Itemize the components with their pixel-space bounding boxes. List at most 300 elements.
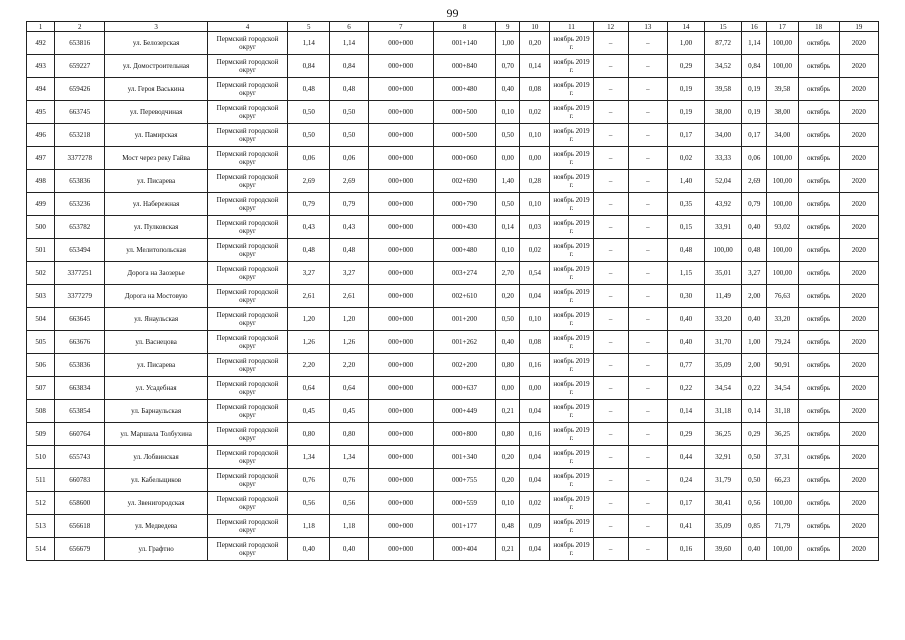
cell-value-9: 0,40 [496,78,520,101]
cell-end-km: 001+340 [433,446,495,469]
cell-road-name: ул. Медведева [105,515,207,538]
cell-value-13: – [628,55,667,78]
cell-value-13: – [628,492,667,515]
cell-value-17: 34,54 [767,377,798,400]
cell-month: октябрь [798,285,839,308]
cell-value-16: 0,14 [742,400,767,423]
cell-value-16: 1,00 [742,331,767,354]
cell-month: октябрь [798,147,839,170]
cell-month: октябрь [798,170,839,193]
cell-road-id: 656618 [55,515,105,538]
cell-value-12: – [593,78,628,101]
cell-value-14: 0,77 [667,354,704,377]
cell-length-total: 0,48 [288,78,330,101]
cell-row-number: 506 [27,354,55,377]
cell-value-14: 0,29 [667,55,704,78]
cell-road-name: ул. Памирская [105,124,207,147]
cell-row-number: 492 [27,32,55,55]
cell-value-12: – [593,262,628,285]
table-row [27,354,879,377]
cell-inspection-date: ноябрь 2019 г. [550,147,593,170]
cell-inspection-date: ноябрь 2019 г. [550,78,593,101]
cell-road-name: ул. Графтио [105,538,207,561]
cell-end-km: 000+480 [433,239,495,262]
cell-start-km: 000+000 [368,239,433,262]
cell-value-9: 0,00 [496,377,520,400]
cell-value-12: – [593,515,628,538]
cell-value-12: – [593,308,628,331]
cell-value-13: – [628,262,667,285]
cell-end-km: 000+800 [433,423,495,446]
cell-road-name: ул. Васнецова [105,331,207,354]
cell-length-total: 0,84 [288,55,330,78]
cell-start-km: 000+000 [368,193,433,216]
cell-value-15: 52,04 [705,170,742,193]
cell-value-14: 0,44 [667,446,704,469]
cell-value-17: 71,79 [767,515,798,538]
cell-value-15: 39,58 [705,78,742,101]
cell-row-number: 502 [27,262,55,285]
cell-month: октябрь [798,32,839,55]
cell-value-17: 37,31 [767,446,798,469]
cell-value-10: 0,02 [520,492,550,515]
cell-month: октябрь [798,124,839,147]
cell-value-13: – [628,354,667,377]
cell-start-km: 000+000 [368,446,433,469]
cell-value-15: 31,79 [705,469,742,492]
cell-start-km: 000+000 [368,262,433,285]
column-number-6: 6 [330,22,368,32]
cell-row-number: 505 [27,331,55,354]
cell-road-name: ул. Барнаульская [105,400,207,423]
cell-municipality: Пермский городской округ [207,124,287,147]
cell-length-total: 1,18 [288,515,330,538]
cell-month: октябрь [798,101,839,124]
column-number-5: 5 [288,22,330,32]
cell-value-16: 0,50 [742,469,767,492]
cell-length-total: 0,50 [288,101,330,124]
cell-road-name: ул. Переводчиная [105,101,207,124]
cell-value-10: 0,09 [520,515,550,538]
table-row [27,193,879,216]
table-row [27,308,879,331]
cell-value-16: 2,69 [742,170,767,193]
column-number-12: 12 [593,22,628,32]
cell-municipality: Пермский городской округ [207,469,287,492]
cell-value-10: 0,04 [520,400,550,423]
cell-value-15: 39,60 [705,538,742,561]
cell-value-9: 0,21 [496,400,520,423]
cell-value-9: 1,40 [496,170,520,193]
cell-value-10: 0,04 [520,538,550,561]
cell-value-10: 0,02 [520,239,550,262]
cell-start-km: 000+000 [368,492,433,515]
cell-value-13: – [628,308,667,331]
cell-length-2: 0,06 [330,147,368,170]
cell-value-17: 100,00 [767,239,798,262]
cell-municipality: Пермский городской округ [207,216,287,239]
cell-row-number: 512 [27,492,55,515]
cell-value-10: 0,20 [520,32,550,55]
cell-start-km: 000+000 [368,400,433,423]
cell-inspection-date: ноябрь 2019 г. [550,216,593,239]
cell-inspection-date: ноябрь 2019 г. [550,32,593,55]
cell-value-17: 100,00 [767,147,798,170]
cell-value-9: 0,50 [496,193,520,216]
cell-row-number: 498 [27,170,55,193]
cell-year: 2020 [839,55,878,78]
cell-month: октябрь [798,239,839,262]
cell-value-12: – [593,538,628,561]
cell-value-13: – [628,32,667,55]
cell-value-14: 0,41 [667,515,704,538]
cell-length-2: 0,45 [330,400,368,423]
cell-road-id: 3377278 [55,147,105,170]
column-number-4: 4 [207,22,287,32]
cell-value-14: 0,24 [667,469,704,492]
cell-value-17: 79,24 [767,331,798,354]
cell-row-number: 496 [27,124,55,147]
cell-year: 2020 [839,538,878,561]
cell-start-km: 000+000 [368,285,433,308]
cell-end-km: 000+500 [433,101,495,124]
cell-value-10: 0,02 [520,101,550,124]
cell-year: 2020 [839,101,878,124]
cell-length-2: 0,80 [330,423,368,446]
road-register-table [26,21,879,561]
table-row [27,538,879,561]
cell-road-name: ул. Усадебная [105,377,207,400]
cell-value-13: – [628,101,667,124]
cell-value-12: – [593,216,628,239]
cell-value-9: 0,50 [496,124,520,147]
cell-value-12: – [593,354,628,377]
cell-value-14: 0,17 [667,124,704,147]
cell-value-16: 2,00 [742,354,767,377]
cell-row-number: 509 [27,423,55,446]
cell-value-10: 0,16 [520,423,550,446]
cell-municipality: Пермский городской округ [207,308,287,331]
cell-row-number: 501 [27,239,55,262]
cell-length-2: 0,56 [330,492,368,515]
cell-inspection-date: ноябрь 2019 г. [550,446,593,469]
cell-end-km: 001+177 [433,515,495,538]
cell-length-2: 1,14 [330,32,368,55]
cell-end-km: 001+262 [433,331,495,354]
cell-value-10: 0,08 [520,78,550,101]
cell-length-total: 0,50 [288,124,330,147]
cell-length-total: 0,56 [288,492,330,515]
cell-value-13: – [628,124,667,147]
cell-value-17: 100,00 [767,32,798,55]
cell-month: октябрь [798,423,839,446]
cell-year: 2020 [839,308,878,331]
cell-municipality: Пермский городской округ [207,193,287,216]
cell-year: 2020 [839,32,878,55]
cell-value-14: 1,15 [667,262,704,285]
cell-road-id: 653836 [55,354,105,377]
cell-value-15: 32,91 [705,446,742,469]
cell-value-14: 0,29 [667,423,704,446]
cell-road-id: 653782 [55,216,105,239]
cell-value-17: 38,00 [767,101,798,124]
cell-length-2: 0,50 [330,101,368,124]
cell-row-number: 493 [27,55,55,78]
cell-value-13: – [628,515,667,538]
cell-value-14: 0,19 [667,78,704,101]
cell-road-id: 653836 [55,170,105,193]
cell-month: октябрь [798,469,839,492]
cell-road-name: Мост через реку Гайва [105,147,207,170]
cell-length-2: 2,61 [330,285,368,308]
cell-end-km: 000+449 [433,400,495,423]
cell-value-16: 0,19 [742,101,767,124]
cell-inspection-date: ноябрь 2019 г. [550,354,593,377]
column-number-18: 18 [798,22,839,32]
cell-inspection-date: ноябрь 2019 г. [550,400,593,423]
column-number-19: 19 [839,22,878,32]
cell-value-10: 0,04 [520,446,550,469]
cell-inspection-date: ноябрь 2019 г. [550,492,593,515]
cell-year: 2020 [839,216,878,239]
cell-road-id: 3377279 [55,285,105,308]
cell-start-km: 000+000 [368,147,433,170]
cell-start-km: 000+000 [368,469,433,492]
cell-value-16: 1,14 [742,32,767,55]
cell-row-number: 499 [27,193,55,216]
cell-month: октябрь [798,55,839,78]
column-number-14: 14 [667,22,704,32]
cell-year: 2020 [839,515,878,538]
cell-municipality: Пермский городской округ [207,400,287,423]
cell-row-number: 507 [27,377,55,400]
cell-value-10: 0,04 [520,469,550,492]
column-number-13: 13 [628,22,667,32]
table-row [27,216,879,239]
cell-value-13: – [628,147,667,170]
cell-year: 2020 [839,78,878,101]
cell-road-id: 663834 [55,377,105,400]
cell-municipality: Пермский городской округ [207,78,287,101]
cell-road-name: ул. Кабельщиков [105,469,207,492]
cell-road-name: ул. Мелитопольская [105,239,207,262]
cell-start-km: 000+000 [368,55,433,78]
cell-value-16: 0,56 [742,492,767,515]
cell-value-16: 0,17 [742,124,767,147]
cell-value-15: 36,25 [705,423,742,446]
cell-road-name: Дорога на Мостовую [105,285,207,308]
cell-start-km: 000+000 [368,308,433,331]
cell-end-km: 000+559 [433,492,495,515]
cell-month: октябрь [798,308,839,331]
cell-value-10: 0,10 [520,124,550,147]
cell-year: 2020 [839,170,878,193]
cell-value-15: 87,72 [705,32,742,55]
cell-value-17: 33,20 [767,308,798,331]
cell-road-id: 660764 [55,423,105,446]
cell-value-15: 31,70 [705,331,742,354]
cell-road-id: 656679 [55,538,105,561]
cell-value-14: 0,14 [667,400,704,423]
cell-length-total: 0,80 [288,423,330,446]
cell-row-number: 495 [27,101,55,124]
cell-length-total: 0,40 [288,538,330,561]
cell-value-17: 34,00 [767,124,798,147]
cell-road-id: 663676 [55,331,105,354]
cell-road-id: 653816 [55,32,105,55]
cell-value-10: 0,16 [520,354,550,377]
cell-value-9: 0,70 [496,55,520,78]
cell-value-9: 2,70 [496,262,520,285]
cell-end-km: 001+140 [433,32,495,55]
cell-value-14: 0,40 [667,331,704,354]
table-row [27,285,879,308]
table-row [27,262,879,285]
cell-value-15: 100,00 [705,239,742,262]
table-row [27,101,879,124]
cell-end-km: 003+274 [433,262,495,285]
cell-municipality: Пермский городской округ [207,285,287,308]
table-row [27,469,879,492]
cell-value-12: – [593,124,628,147]
cell-road-name: ул. Писарева [105,170,207,193]
cell-length-total: 2,20 [288,354,330,377]
cell-municipality: Пермский городской округ [207,262,287,285]
table-row [27,170,879,193]
cell-inspection-date: ноябрь 2019 г. [550,377,593,400]
cell-value-16: 0,40 [742,538,767,561]
cell-start-km: 000+000 [368,170,433,193]
cell-road-name: Дорога на Заозерье [105,262,207,285]
cell-value-17: 100,00 [767,170,798,193]
cell-value-15: 35,01 [705,262,742,285]
cell-start-km: 000+000 [368,377,433,400]
cell-value-9: 0,50 [496,308,520,331]
cell-length-total: 0,76 [288,469,330,492]
cell-length-2: 1,26 [330,331,368,354]
cell-value-17: 90,91 [767,354,798,377]
cell-road-name: ул. Писарева [105,354,207,377]
table-row [27,446,879,469]
cell-value-16: 0,40 [742,308,767,331]
cell-municipality: Пермский городской округ [207,32,287,55]
cell-length-total: 0,48 [288,239,330,262]
table-row [27,492,879,515]
cell-length-2: 0,43 [330,216,368,239]
cell-start-km: 000+000 [368,101,433,124]
cell-road-id: 659227 [55,55,105,78]
cell-municipality: Пермский городской округ [207,331,287,354]
cell-value-17: 100,00 [767,492,798,515]
cell-row-number: 503 [27,285,55,308]
cell-inspection-date: ноябрь 2019 г. [550,239,593,262]
cell-road-name: ул. Янаульская [105,308,207,331]
cell-value-15: 33,33 [705,147,742,170]
table-body [27,32,879,561]
cell-value-13: – [628,469,667,492]
cell-month: октябрь [798,262,839,285]
cell-inspection-date: ноябрь 2019 г. [550,423,593,446]
cell-value-12: – [593,377,628,400]
cell-value-15: 35,09 [705,515,742,538]
cell-value-16: 0,84 [742,55,767,78]
cell-value-16: 3,27 [742,262,767,285]
cell-value-10: 0,54 [520,262,550,285]
cell-value-16: 0,79 [742,193,767,216]
cell-value-9: 0,48 [496,515,520,538]
cell-value-15: 11,49 [705,285,742,308]
column-number-1: 1 [27,22,55,32]
table-row [27,78,879,101]
cell-month: октябрь [798,446,839,469]
cell-municipality: Пермский городской округ [207,492,287,515]
cell-month: октябрь [798,492,839,515]
cell-inspection-date: ноябрь 2019 г. [550,308,593,331]
column-number-8: 8 [433,22,495,32]
cell-value-13: – [628,216,667,239]
column-number-row [27,22,879,32]
cell-length-total: 2,61 [288,285,330,308]
cell-length-2: 1,34 [330,446,368,469]
cell-year: 2020 [839,193,878,216]
column-number-17: 17 [767,22,798,32]
cell-inspection-date: ноябрь 2019 г. [550,285,593,308]
cell-municipality: Пермский городской округ [207,354,287,377]
cell-value-13: – [628,538,667,561]
cell-value-17: 39,58 [767,78,798,101]
cell-end-km: 002+690 [433,170,495,193]
cell-value-15: 38,00 [705,101,742,124]
cell-start-km: 000+000 [368,423,433,446]
cell-length-2: 2,20 [330,354,368,377]
cell-municipality: Пермский городской округ [207,515,287,538]
cell-length-2: 3,27 [330,262,368,285]
table-row [27,32,879,55]
cell-year: 2020 [839,262,878,285]
cell-road-id: 653494 [55,239,105,262]
cell-row-number: 510 [27,446,55,469]
cell-length-total: 0,45 [288,400,330,423]
cell-road-id: 655743 [55,446,105,469]
cell-inspection-date: ноябрь 2019 г. [550,331,593,354]
column-number-10: 10 [520,22,550,32]
column-number-9: 9 [496,22,520,32]
cell-start-km: 000+000 [368,78,433,101]
column-number-11: 11 [550,22,593,32]
cell-value-17: 100,00 [767,55,798,78]
cell-length-2: 0,40 [330,538,368,561]
cell-start-km: 000+000 [368,216,433,239]
cell-road-name: ул. Пулковская [105,216,207,239]
cell-value-9: 0,20 [496,285,520,308]
cell-road-name: ул. Белозерская [105,32,207,55]
cell-value-15: 30,41 [705,492,742,515]
cell-municipality: Пермский городской округ [207,55,287,78]
cell-value-10: 0,08 [520,331,550,354]
cell-month: октябрь [798,331,839,354]
cell-inspection-date: ноябрь 2019 г. [550,101,593,124]
cell-value-13: – [628,423,667,446]
cell-municipality: Пермский городской округ [207,170,287,193]
cell-value-10: 0,00 [520,147,550,170]
cell-value-9: 0,40 [496,331,520,354]
cell-value-12: – [593,101,628,124]
cell-value-15: 34,52 [705,55,742,78]
cell-year: 2020 [839,124,878,147]
cell-value-14: 0,22 [667,377,704,400]
cell-municipality: Пермский городской округ [207,101,287,124]
cell-value-12: – [593,423,628,446]
